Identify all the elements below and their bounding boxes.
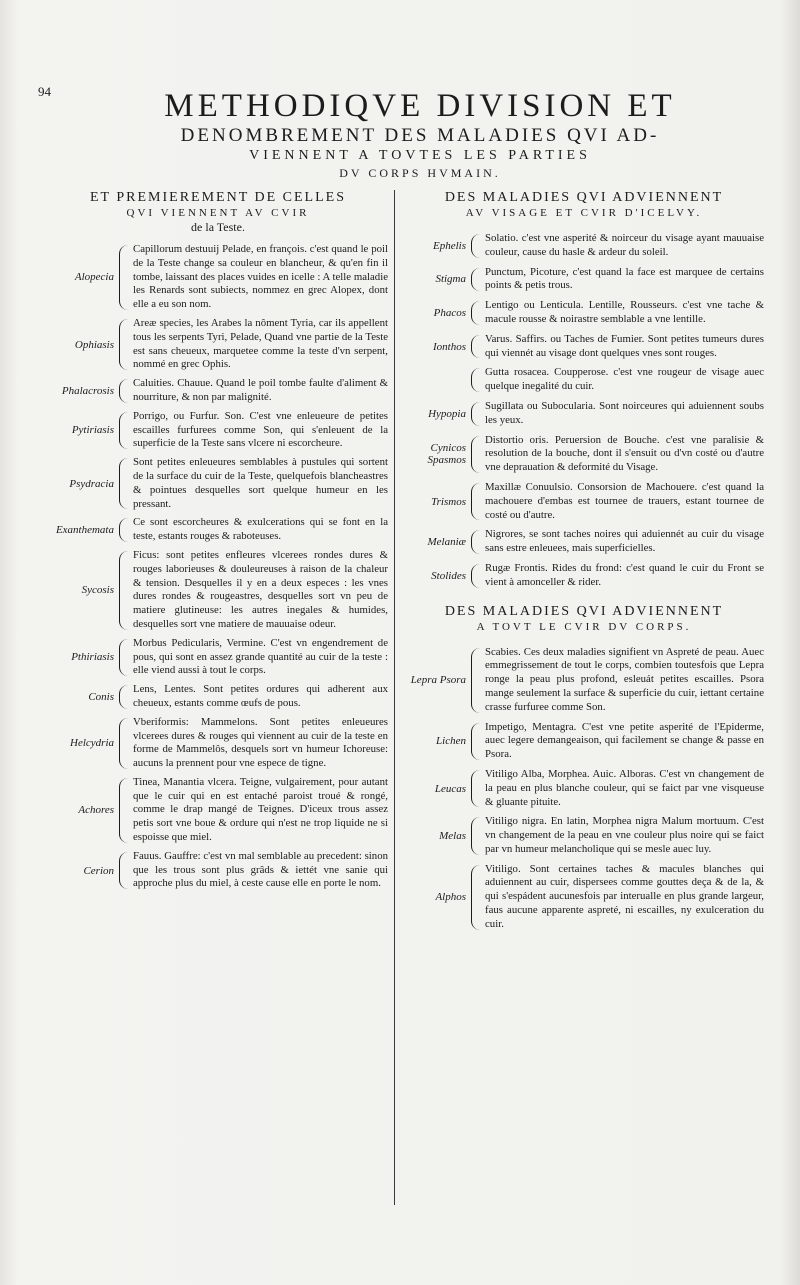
column-divider xyxy=(394,190,395,1205)
entry-text: Sugillata ou Subocularia. Sont noirceures qui aduiennent soubs les yeux. xyxy=(485,399,764,426)
entry-phacos xyxy=(404,299,764,327)
entry-term: Cerion xyxy=(83,864,114,877)
entry-text: Lens, Lentes. Sont petites ordures qui adherent aux cheueux, estants comme œufs de pous. xyxy=(133,683,388,709)
entry-text: Impetigo, Mentagra. C'est vne petite asperité de l'Epiderme, auec legere demangeaison, qui facilement se change & passe en Psora. xyxy=(485,720,764,761)
entry-term: Ophiasis xyxy=(74,338,114,351)
entry-term: Exanthemata xyxy=(55,524,114,537)
entry-text: Caluities. Chauue. Quand le poil tombe faulte d'aliment & nourriture, & non par malignité. xyxy=(133,377,388,403)
right-column xyxy=(404,190,764,932)
brace xyxy=(119,458,130,509)
entry-text: Porrigo, ou Furfur. Son. C'est vne enleueure de petites escailles furfurees comme Son, qui s'enleuent de la superficie de la Teste sans vlcere ni escorcheure. xyxy=(133,409,388,450)
entry-text: Distortio oris. Peruersion de Bouche. c'est vne paralisie & resolution de la bouche, dont il s'ensuit ou d'vn costé ou d'autre vne deprauation & deformité du Visage. xyxy=(485,433,764,474)
section-heading-head: ET PREMIEREMENT DE CELLES xyxy=(90,190,346,205)
entry-text: Gutta rosacea. Coupperose. c'est vne rougeur de visage auec quelque inegalité du cuir. xyxy=(485,366,764,393)
entry-conis xyxy=(48,683,388,711)
entry-term: Lepra Psora xyxy=(410,674,466,687)
entry-cynicos-spasmos xyxy=(404,434,764,475)
entry-text: Ficus: sont petites enfleures vlcerees rondes dures & rouges laborieuses & douleureuses à raison de la chaleur & tension. Desquelles il y en a deux especes : les vnes dures rondes & rougeastres, desquelles sort vn peu de matiere glutineuse: les autres inegales & humides, desquelles sort vne matiere de mauuaise odeur. xyxy=(133,548,388,630)
brace xyxy=(471,865,482,930)
page-title-line-3: VIENNENT A TOVTES LES PARTIES xyxy=(249,148,591,163)
brace xyxy=(119,778,130,843)
brace xyxy=(471,530,482,554)
entry-gutta-rosacea xyxy=(404,366,764,394)
entry-term: Ionthos xyxy=(433,340,466,353)
brace xyxy=(471,436,482,473)
entry-ophiasis xyxy=(48,317,388,372)
brace xyxy=(471,648,482,713)
brace xyxy=(119,852,130,889)
entry-psydracia xyxy=(48,456,388,511)
brace xyxy=(119,551,130,630)
entry-lepra-psora xyxy=(404,646,764,715)
page-title-line-2: DENOMBREMENT DES MALADIES QVI AD- xyxy=(180,125,660,146)
section-subheading-head-2: de la Teste. xyxy=(191,220,245,234)
section-subheading-visage: AV VISAGE ET CVIR D'ICELVY. xyxy=(465,207,703,219)
entry-text: Capillorum destuuij Pelade, en françois. c'est quand le poil de la Teste change sa couleur en blancheur, & qu'en fin il tombe, laissant des places vuides en icelle : A telle maladie les Renards sont subiects, nommez en grec Alopex, dont elle a eu son nom. xyxy=(133,243,388,311)
entry-term: Stigma xyxy=(435,273,466,286)
entry-sycosis xyxy=(48,549,388,632)
left-column xyxy=(48,190,388,891)
brace xyxy=(471,234,482,258)
section-subheading-head: QVI VIENNENT AV CVIR xyxy=(126,207,310,219)
entry-term: Alopecia xyxy=(74,271,114,284)
entry-text: Ce sont escorcheures & exulcerations qui se font en la teste, estants rouges & raboteuses. xyxy=(133,516,388,543)
entry-term: Stolides xyxy=(431,569,466,582)
entry-term: Trismos xyxy=(431,495,466,508)
entry-text: Scabies. Ces deux maladies signifient vn Aspreté de peau. Auec emmegrissement de tout le corps, combien toutesfois que Lepra ronge la peau plus profond, esleuát petites escailles. Psora mange seulement la surface & superficie du cuir, iettant certaine crasse furfuree comme Son. xyxy=(485,645,764,713)
brace xyxy=(119,518,130,542)
entry-hypopia xyxy=(404,400,764,428)
page-title-line-1: METHODIQVE DIVISION ET xyxy=(164,88,676,124)
brace xyxy=(471,368,482,392)
entry-phalacrosis xyxy=(48,377,388,405)
entry-text: Tinea, Manantia vlcera. Teigne, vulgairement, pour autant que le cuir qui en est entaché paroist troué & rongé, comme le drap mangé de Teignes. D'iceux trous assez petis sort vne boue & ordure qui n'est ne trop liquide ne si espoisse que miel. xyxy=(133,775,388,844)
section-heading-corps: DES MALADIES QVI ADVIENNENT xyxy=(444,603,724,619)
brace xyxy=(119,245,130,310)
entry-term: Helcydria xyxy=(70,737,114,750)
brace xyxy=(119,319,130,370)
entry-text: Vitiligo. Sont certaines taches & macules blanches qui aduiennent au cuir, dispersees comme gouttes deça & de la, & qui s'espádent aucunesfois par interualle en plus grande largeur, faus aucune apparente aspreté, ni escailles, ny exulceration du cuir. xyxy=(485,862,764,930)
entry-text: Punctum, Picoture, c'est quand la face est marquee de certains points & petis trous. xyxy=(485,265,764,292)
entry-stigma xyxy=(404,266,764,294)
entry-trismos xyxy=(404,481,764,522)
entry-text: Solatio. c'est vne asperité & noirceur du visage ayant mauuaise couleur, cause du hasle & ardeur du soleil. xyxy=(485,232,764,258)
entry-cerion xyxy=(48,850,388,891)
entry-melaniae xyxy=(404,528,764,556)
brace xyxy=(471,564,482,588)
section-heading-visage: DES MALADIES QVI ADVIENNENT xyxy=(444,190,724,205)
brace xyxy=(471,723,482,760)
entry-term: Psydracia xyxy=(69,477,114,490)
entry-text: Nigrores, se sont taches noires qui aduiennét au cuir du visage sans estre enleuees, mais superficielles. xyxy=(485,528,764,555)
brace xyxy=(471,335,482,359)
entry-term: Pytiriasis xyxy=(71,424,114,437)
brace xyxy=(471,301,482,325)
entry-exanthemata xyxy=(48,516,388,544)
entry-term: Cynicos Spasmos xyxy=(427,442,466,467)
page-number: 94 xyxy=(38,84,51,99)
brace xyxy=(119,718,130,769)
brace xyxy=(471,402,482,426)
entry-term: Alphos xyxy=(435,891,466,904)
brace xyxy=(119,412,130,449)
entry-pytiriasis xyxy=(48,410,388,451)
entry-term: Sycosis xyxy=(81,584,114,597)
brace xyxy=(119,685,130,709)
entry-alopecia xyxy=(48,243,388,312)
entry-term: Melas xyxy=(439,829,466,842)
entry-term: Leucas xyxy=(434,782,466,795)
entry-text: Areæ species, les Arabes la nôment Tyria, car ils appellent tous les serpents Tyri, Pelade, Quand vne partie de la Teste est sans cheueux, marquetee comme la teste d'vn serpent, nommé en grec Ophis. xyxy=(133,316,388,371)
entry-term: Lichen xyxy=(436,735,466,748)
entry-term: Ephelis xyxy=(433,239,466,252)
entry-ionthos xyxy=(404,333,764,361)
section-subheading-corps: A TOVT LE CVIR DV CORPS. xyxy=(476,620,692,633)
entry-term: Phalacrosis xyxy=(61,384,114,397)
entry-text: Varus. Saffirs. ou Taches de Fumier. Sont petites tumeurs dures qui viennét au visage dont quelques vnes sont rouges. xyxy=(485,332,764,359)
brace xyxy=(471,817,482,854)
entry-lichen xyxy=(404,721,764,762)
brace xyxy=(471,483,482,520)
entry-term: Achores xyxy=(78,804,114,817)
entry-text: Maxillæ Conuulsio. Consorsion de Machouere. c'est quand la machouere d'embas est tournee de trauers, estant tournee de costé ou d'autre. xyxy=(485,480,764,521)
entry-ephelis xyxy=(404,232,764,260)
entry-leucas xyxy=(404,768,764,809)
entry-term: Hypopia xyxy=(428,407,466,420)
entry-text: Vberiformis: Mammelons. Sont petites enleueures vlcerees dures & rouges qui viennent au cuir de la teste en forme de Mammelôs, desquels sort vn humeur Ichoreuse: aucuns la prennent pour vne espece de tigne. xyxy=(133,715,388,770)
entry-text: Fauus. Gauffre: c'est vn mal semblable au precedent: sinon que les trous sont plus grâds & iettét vne sanie qui approche plus du miel, à ceste cause elle en porte le nom. xyxy=(133,849,388,890)
entry-term: Conis xyxy=(88,690,114,703)
entry-melas xyxy=(404,815,764,856)
entry-achores xyxy=(48,776,388,845)
entry-term: Phacos xyxy=(433,306,466,319)
brace xyxy=(471,268,482,292)
entry-text: Sont petites enleueures semblables à pustules qui sortent de la surface du cuir de la Teste, quelquefois blancheastres & pointues desquelles sort quelque humeur en les pressant. xyxy=(133,456,388,510)
entry-pthiriasis xyxy=(48,637,388,678)
page-title-line-4: DV CORPS HVMAIN. xyxy=(339,166,501,180)
brace xyxy=(119,639,130,676)
entry-helcydria xyxy=(48,716,388,771)
entry-text: Morbus Pedicularis, Vermine. C'est vn engendrement de pous, qui sont en assez grande quantité au cuir de la teste : elle viend aussi à tout le corps. xyxy=(133,636,388,677)
entry-text: Vitiligo nigra. En latin, Morphea nigra Malum mortuum. C'est vn changement de la peau en vne couleur plus noire qui se faict par vn humeur melancholique qui se mesle auec luy. xyxy=(485,815,764,855)
brace xyxy=(119,379,130,403)
entry-text: Vitiligo Alba, Morphea. Auic. Alboras. C'est vn changement de la peau en plus blanche couleur, qui se faict par vne visqueuse & gluante pituite. xyxy=(485,767,764,808)
entry-text: Rugæ Frontis. Rides du frond: c'est quand le cuir du Front se vient à amonceller & rider. xyxy=(485,561,764,588)
brace xyxy=(471,770,482,807)
entry-text: Lentigo ou Lenticula. Lentille, Rousseurs. c'est vne tache & macule rousse & noirastre semblable a vne lentille. xyxy=(485,299,764,325)
entry-term: Melaniæ xyxy=(427,536,466,549)
entry-stolides xyxy=(404,562,764,590)
entry-term: Pthiriasis xyxy=(71,651,114,664)
entry-alphos xyxy=(404,863,764,932)
